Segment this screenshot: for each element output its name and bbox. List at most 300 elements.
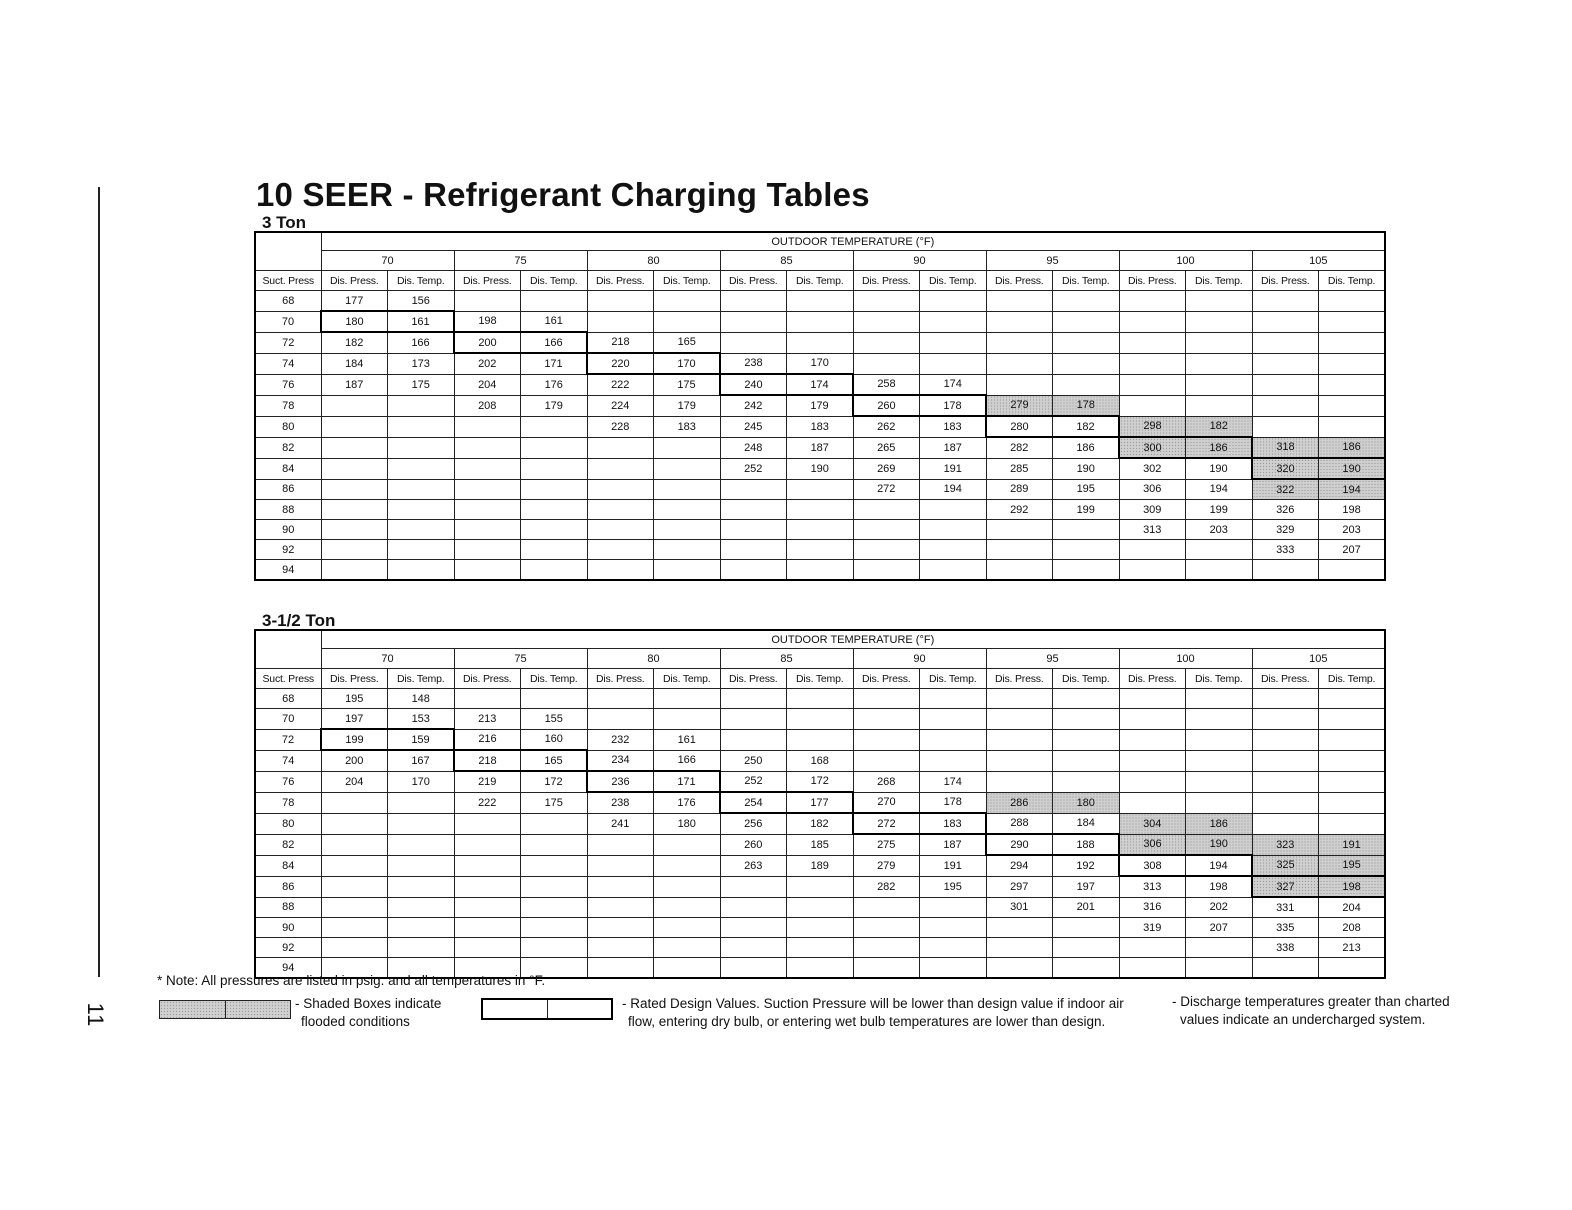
discharge-temp-header: Dis. Temp.: [1053, 271, 1120, 291]
discharge-pressure-cell: 320: [1252, 458, 1319, 479]
discharge-temp-cell: [1319, 374, 1386, 395]
discharge-temp-cell: 178: [920, 395, 987, 416]
discharge-pressure-cell: [720, 918, 787, 938]
discharge-temp-cell: 174: [787, 374, 854, 395]
discharge-pressure-cell: 202: [454, 353, 521, 374]
discharge-temp-cell: [1053, 918, 1120, 938]
discharge-pressure-cell: 204: [454, 374, 521, 395]
suction-pressure-cell: 80: [255, 813, 321, 834]
discharge-pressure-cell: [1252, 729, 1319, 750]
discharge-temp-cell: [1319, 689, 1386, 709]
discharge-pressure-header: Dis. Press.: [587, 669, 654, 689]
discharge-temp-cell: [388, 876, 455, 897]
discharge-pressure-cell: [454, 500, 521, 520]
discharge-pressure-cell: [986, 520, 1053, 540]
table-row: [255, 332, 1385, 353]
discharge-temp-cell: 174: [920, 771, 987, 792]
discharge-pressure-cell: [587, 855, 654, 876]
discharge-temp-header: Dis. Temp.: [1319, 271, 1386, 291]
discharge-pressure-cell: 285: [986, 458, 1053, 479]
discharge-temp-cell: [787, 311, 854, 332]
temperature-header: 100: [1119, 251, 1252, 271]
discharge-pressure-cell: [1252, 353, 1319, 374]
discharge-temp-cell: 173: [388, 353, 455, 374]
discharge-pressure-cell: [853, 918, 920, 938]
discharge-temp-cell: 153: [388, 709, 455, 730]
suction-pressure-cell: 74: [255, 750, 321, 771]
discharge-temp-cell: 191: [1319, 834, 1386, 855]
discharge-temp-cell: [388, 897, 455, 918]
discharge-temp-cell: [388, 458, 455, 479]
table-row: [255, 395, 1385, 416]
discharge-pressure-cell: [986, 689, 1053, 709]
discharge-temp-cell: [521, 437, 588, 458]
legend-rated-line-2: flow, entering dry bulb, or entering wet bulb temperatures are lower than design.: [628, 1014, 1106, 1029]
discharge-pressure-cell: 306: [1119, 834, 1186, 855]
temperature-header: 95: [986, 251, 1119, 271]
discharge-pressure-cell: 279: [986, 395, 1053, 416]
table-row: [255, 771, 1385, 792]
discharge-pressure-cell: [321, 437, 388, 458]
discharge-temp-header: Dis. Temp.: [654, 271, 721, 291]
discharge-temp-cell: 176: [654, 792, 721, 813]
discharge-pressure-cell: [321, 876, 388, 897]
discharge-temp-cell: [521, 876, 588, 897]
discharge-temp-cell: [654, 311, 721, 332]
table-row: [255, 500, 1385, 520]
discharge-temp-cell: 170: [388, 771, 455, 792]
discharge-temp-header: Dis. Temp.: [521, 271, 588, 291]
discharge-temp-cell: [388, 520, 455, 540]
discharge-temp-cell: 190: [1186, 458, 1253, 479]
discharge-temp-cell: [654, 897, 721, 918]
discharge-pressure-cell: 213: [454, 709, 521, 730]
discharge-pressure-header: Dis. Press.: [720, 669, 787, 689]
discharge-temp-cell: [521, 540, 588, 560]
discharge-pressure-cell: [1119, 750, 1186, 771]
discharge-temp-cell: [1319, 353, 1386, 374]
discharge-pressure-cell: [1119, 771, 1186, 792]
discharge-temp-cell: 186: [1186, 437, 1253, 458]
discharge-temp-cell: [1053, 560, 1120, 581]
suction-pressure-cell: 86: [255, 479, 321, 500]
discharge-pressure-cell: [1119, 709, 1186, 730]
discharge-pressure-cell: [454, 437, 521, 458]
discharge-temp-cell: 190: [787, 458, 854, 479]
discharge-temp-cell: [388, 855, 455, 876]
discharge-temp-cell: [920, 353, 987, 374]
discharge-temp-cell: 166: [521, 332, 588, 353]
discharge-pressure-cell: [321, 416, 388, 437]
discharge-temp-cell: [1186, 689, 1253, 709]
discharge-temp-header: Dis. Temp.: [1186, 669, 1253, 689]
discharge-temp-cell: 183: [920, 416, 987, 437]
discharge-temp-cell: [1319, 792, 1386, 813]
discharge-pressure-cell: 177: [321, 291, 388, 312]
charging-table-3-half-ton: [254, 629, 1384, 979]
discharge-pressure-header: Dis. Press.: [986, 271, 1053, 291]
discharge-pressure-header: Dis. Press.: [1252, 271, 1319, 291]
suction-pressure-cell: 68: [255, 689, 321, 709]
discharge-temp-header: Dis. Temp.: [920, 271, 987, 291]
table-row: [255, 560, 1385, 581]
discharge-pressure-cell: [1119, 560, 1186, 581]
discharge-temp-cell: [388, 395, 455, 416]
discharge-pressure-cell: 241: [587, 813, 654, 834]
discharge-pressure-cell: [853, 897, 920, 918]
discharge-pressure-cell: [321, 834, 388, 855]
table-row: [255, 876, 1385, 897]
discharge-temp-cell: [1053, 750, 1120, 771]
table-row: [255, 437, 1385, 458]
discharge-pressure-cell: [720, 540, 787, 560]
discharge-pressure-cell: [454, 938, 521, 958]
discharge-pressure-header: Dis. Press.: [1119, 669, 1186, 689]
discharge-temp-cell: [1186, 353, 1253, 374]
discharge-pressure-cell: 258: [853, 374, 920, 395]
discharge-temp-cell: [1319, 729, 1386, 750]
discharge-pressure-cell: 327: [1252, 876, 1319, 897]
discharge-temp-cell: [654, 437, 721, 458]
discharge-pressure-cell: [1252, 958, 1319, 979]
discharge-temp-cell: [1053, 938, 1120, 958]
legend-shaded-swatch: [159, 1000, 291, 1019]
discharge-temp-cell: [654, 560, 721, 581]
table-row: [255, 897, 1385, 918]
temperature-header: 90: [853, 649, 986, 669]
suction-pressure-cell: 70: [255, 709, 321, 730]
discharge-temp-cell: 207: [1319, 540, 1386, 560]
discharge-temp-cell: [1319, 709, 1386, 730]
discharge-temp-header: Dis. Temp.: [388, 271, 455, 291]
discharge-temp-cell: [521, 834, 588, 855]
discharge-temp-cell: 203: [1319, 520, 1386, 540]
table-row: [255, 729, 1385, 750]
discharge-temp-cell: 166: [654, 750, 721, 771]
discharge-pressure-cell: [454, 813, 521, 834]
page-number: 11: [83, 1002, 108, 1028]
discharge-pressure-cell: [1252, 395, 1319, 416]
discharge-pressure-cell: [986, 540, 1053, 560]
discharge-pressure-cell: [1252, 291, 1319, 312]
temperature-header: 105: [1252, 251, 1385, 271]
discharge-temp-cell: 184: [1053, 813, 1120, 834]
discharge-pressure-cell: 180: [321, 311, 388, 332]
discharge-pressure-cell: 245: [720, 416, 787, 437]
discharge-pressure-cell: 292: [986, 500, 1053, 520]
discharge-pressure-cell: [321, 500, 388, 520]
discharge-temp-cell: [521, 291, 588, 312]
table-row: [255, 479, 1385, 500]
discharge-pressure-cell: [853, 729, 920, 750]
legend-shaded-line-2: flooded conditions: [301, 1014, 410, 1029]
discharge-pressure-cell: [587, 520, 654, 540]
suction-pressure-cell: 92: [255, 938, 321, 958]
discharge-pressure-cell: [321, 897, 388, 918]
discharge-temp-cell: [1186, 374, 1253, 395]
discharge-pressure-header: Dis. Press.: [720, 271, 787, 291]
discharge-pressure-cell: 309: [1119, 500, 1186, 520]
discharge-temp-cell: 183: [654, 416, 721, 437]
discharge-temp-cell: [521, 416, 588, 437]
discharge-temp-cell: [1186, 540, 1253, 560]
discharge-temp-cell: [388, 416, 455, 437]
discharge-pressure-cell: 313: [1119, 520, 1186, 540]
discharge-pressure-cell: 290: [986, 834, 1053, 855]
discharge-temp-cell: 186: [1319, 437, 1386, 458]
discharge-temp-cell: 183: [787, 416, 854, 437]
discharge-temp-cell: 195: [1053, 479, 1120, 500]
discharge-temp-cell: [1053, 689, 1120, 709]
discharge-temp-cell: [920, 918, 987, 938]
discharge-temp-cell: 198: [1186, 876, 1253, 897]
discharge-temp-cell: [521, 500, 588, 520]
charging-table: [254, 231, 1386, 581]
discharge-pressure-cell: 195: [321, 689, 388, 709]
discharge-temp-cell: 199: [1053, 500, 1120, 520]
discharge-temp-cell: 194: [1319, 479, 1386, 500]
discharge-temp-cell: 185: [787, 834, 854, 855]
temperature-header: 80: [587, 649, 720, 669]
discharge-temp-cell: 160: [521, 729, 588, 750]
discharge-temp-cell: 182: [1186, 416, 1253, 437]
discharge-pressure-cell: 316: [1119, 897, 1186, 918]
discharge-pressure-cell: [1252, 416, 1319, 437]
discharge-temp-cell: 182: [787, 813, 854, 834]
table-row: [255, 353, 1385, 374]
discharge-temp-cell: [787, 876, 854, 897]
discharge-temp-cell: [1186, 729, 1253, 750]
discharge-temp-cell: 201: [1053, 897, 1120, 918]
temperature-header: 85: [720, 251, 853, 271]
discharge-pressure-cell: 319: [1119, 918, 1186, 938]
discharge-pressure-cell: [720, 332, 787, 353]
discharge-pressure-cell: [587, 479, 654, 500]
discharge-pressure-cell: [321, 938, 388, 958]
discharge-pressure-cell: 275: [853, 834, 920, 855]
temperature-row: [255, 649, 1385, 669]
discharge-temp-cell: [1186, 750, 1253, 771]
discharge-pressure-cell: [321, 479, 388, 500]
discharge-pressure-cell: 238: [720, 353, 787, 374]
discharge-pressure-cell: [853, 540, 920, 560]
discharge-temp-cell: [1319, 958, 1386, 979]
discharge-pressure-cell: [1119, 958, 1186, 979]
discharge-pressure-cell: 326: [1252, 500, 1319, 520]
discharge-temp-cell: 175: [521, 792, 588, 813]
discharge-pressure-header: Dis. Press.: [853, 271, 920, 291]
discharge-pressure-cell: 200: [321, 750, 388, 771]
discharge-pressure-header: Dis. Press.: [321, 271, 388, 291]
table-row: [255, 458, 1385, 479]
discharge-temp-cell: [521, 897, 588, 918]
discharge-pressure-cell: [853, 291, 920, 312]
discharge-pressure-cell: [1252, 332, 1319, 353]
discharge-temp-cell: 155: [521, 709, 588, 730]
discharge-pressure-cell: [986, 729, 1053, 750]
discharge-temp-cell: [388, 437, 455, 458]
discharge-pressure-cell: [986, 291, 1053, 312]
discharge-pressure-cell: 265: [853, 437, 920, 458]
discharge-temp-cell: [654, 540, 721, 560]
discharge-pressure-cell: 325: [1252, 855, 1319, 876]
discharge-temp-cell: 161: [654, 729, 721, 750]
discharge-pressure-cell: [321, 458, 388, 479]
discharge-temp-cell: [787, 520, 854, 540]
discharge-pressure-cell: [720, 479, 787, 500]
discharge-temp-header: Dis. Temp.: [1186, 271, 1253, 291]
table-row: [255, 520, 1385, 540]
discharge-pressure-cell: [1119, 311, 1186, 332]
discharge-pressure-cell: [587, 311, 654, 332]
suction-pressure-cell: 76: [255, 374, 321, 395]
discharge-pressure-cell: [1252, 813, 1319, 834]
discharge-temp-cell: 192: [1053, 855, 1120, 876]
discharge-pressure-cell: 236: [587, 771, 654, 792]
table-row: [255, 792, 1385, 813]
discharge-pressure-cell: [1119, 729, 1186, 750]
discharge-pressure-cell: 294: [986, 855, 1053, 876]
temperature-header: 70: [321, 649, 454, 669]
discharge-temp-cell: [787, 291, 854, 312]
discharge-pressure-cell: [587, 834, 654, 855]
temperature-header: 105: [1252, 649, 1385, 669]
discharge-pressure-cell: [1252, 709, 1319, 730]
discharge-pressure-cell: 198: [454, 311, 521, 332]
discharge-pressure-cell: 335: [1252, 918, 1319, 938]
discharge-temp-cell: [654, 689, 721, 709]
outdoor-temp-header: OUTDOOR TEMPERATURE (°F): [321, 630, 1385, 649]
discharge-pressure-cell: [454, 540, 521, 560]
discharge-pressure-cell: [587, 918, 654, 938]
discharge-temp-cell: [1053, 311, 1120, 332]
discharge-temp-cell: 187: [920, 834, 987, 855]
discharge-temp-cell: 213: [1319, 938, 1386, 958]
discharge-pressure-cell: 252: [720, 771, 787, 792]
discharge-pressure-cell: 184: [321, 353, 388, 374]
discharge-temp-cell: [654, 958, 721, 979]
discharge-temp-cell: [787, 729, 854, 750]
discharge-pressure-cell: [454, 689, 521, 709]
discharge-temp-cell: [920, 729, 987, 750]
discharge-temp-cell: [521, 458, 588, 479]
table-row: [255, 813, 1385, 834]
discharge-temp-cell: [787, 689, 854, 709]
discharge-pressure-cell: [986, 709, 1053, 730]
discharge-temp-cell: 172: [521, 771, 588, 792]
discharge-temp-cell: [920, 958, 987, 979]
discharge-temp-cell: 194: [1186, 479, 1253, 500]
discharge-pressure-cell: 199: [321, 729, 388, 750]
discharge-temp-cell: [1053, 709, 1120, 730]
discharge-temp-cell: 188: [1053, 834, 1120, 855]
discharge-temp-cell: [920, 560, 987, 581]
discharge-pressure-cell: [986, 332, 1053, 353]
discharge-pressure-cell: [321, 560, 388, 581]
discharge-pressure-cell: 187: [321, 374, 388, 395]
discharge-pressure-header: Dis. Press.: [1252, 669, 1319, 689]
discharge-temp-cell: [654, 500, 721, 520]
margin-rule: [98, 187, 100, 977]
temperature-header: 75: [454, 251, 587, 271]
table-row: [255, 416, 1385, 437]
discharge-pressure-cell: [587, 897, 654, 918]
discharge-pressure-cell: 248: [720, 437, 787, 458]
discharge-temp-cell: [1186, 792, 1253, 813]
suction-pressure-cell: 78: [255, 792, 321, 813]
discharge-temp-cell: [1186, 709, 1253, 730]
discharge-temp-cell: [920, 540, 987, 560]
discharge-pressure-cell: [454, 918, 521, 938]
discharge-pressure-cell: [587, 540, 654, 560]
legend-rated-line-1: - Rated Design Values. Suction Pressure will be lower than design value if indoor air: [622, 996, 1124, 1011]
discharge-temp-cell: [787, 332, 854, 353]
discharge-temp-cell: [654, 918, 721, 938]
discharge-pressure-cell: 329: [1252, 520, 1319, 540]
discharge-temp-cell: [920, 291, 987, 312]
discharge-pressure-cell: [720, 560, 787, 581]
discharge-pressure-cell: [587, 689, 654, 709]
discharge-temp-cell: [388, 918, 455, 938]
discharge-temp-cell: [787, 897, 854, 918]
discharge-pressure-cell: 288: [986, 813, 1053, 834]
discharge-temp-cell: [388, 813, 455, 834]
discharge-temp-cell: [1053, 353, 1120, 374]
discharge-temp-cell: [654, 709, 721, 730]
discharge-temp-cell: 170: [654, 353, 721, 374]
discharge-temp-cell: 186: [1053, 437, 1120, 458]
legend-shaded-text: [295, 995, 441, 1031]
discharge-pressure-cell: [454, 479, 521, 500]
discharge-temp-cell: [1319, 416, 1386, 437]
discharge-temp-cell: [787, 938, 854, 958]
discharge-temp-cell: [1186, 395, 1253, 416]
discharge-pressure-cell: [587, 458, 654, 479]
discharge-temp-cell: [787, 958, 854, 979]
table-row: [255, 540, 1385, 560]
discharge-temp-cell: 166: [388, 332, 455, 353]
discharge-temp-cell: 189: [787, 855, 854, 876]
discharge-pressure-cell: [720, 897, 787, 918]
discharge-pressure-cell: 269: [853, 458, 920, 479]
discharge-pressure-cell: [1119, 291, 1186, 312]
temperature-header: 70: [321, 251, 454, 271]
discharge-temp-cell: [1319, 750, 1386, 771]
discharge-pressure-cell: [587, 437, 654, 458]
legend-discharge-line-2: values indicate an undercharged system.: [1180, 1012, 1426, 1027]
discharge-temp-cell: [1053, 374, 1120, 395]
discharge-temp-cell: 176: [521, 374, 588, 395]
suction-pressure-header: Suct. Press: [255, 669, 321, 689]
discharge-temp-cell: [388, 500, 455, 520]
discharge-temp-cell: 207: [1186, 918, 1253, 938]
discharge-pressure-cell: [454, 834, 521, 855]
outdoor-temp-header: OUTDOOR TEMPERATURE (°F): [321, 232, 1385, 251]
table-row: [255, 311, 1385, 332]
discharge-pressure-cell: [1252, 374, 1319, 395]
discharge-pressure-cell: 279: [853, 855, 920, 876]
discharge-pressure-cell: 222: [587, 374, 654, 395]
discharge-pressure-cell: 234: [587, 750, 654, 771]
temperature-header: 85: [720, 649, 853, 669]
discharge-temp-cell: [920, 520, 987, 540]
discharge-temp-cell: [920, 750, 987, 771]
discharge-pressure-cell: [587, 500, 654, 520]
discharge-temp-cell: 171: [654, 771, 721, 792]
discharge-pressure-cell: 338: [1252, 938, 1319, 958]
discharge-pressure-header: Dis. Press.: [587, 271, 654, 291]
discharge-temp-cell: [521, 689, 588, 709]
